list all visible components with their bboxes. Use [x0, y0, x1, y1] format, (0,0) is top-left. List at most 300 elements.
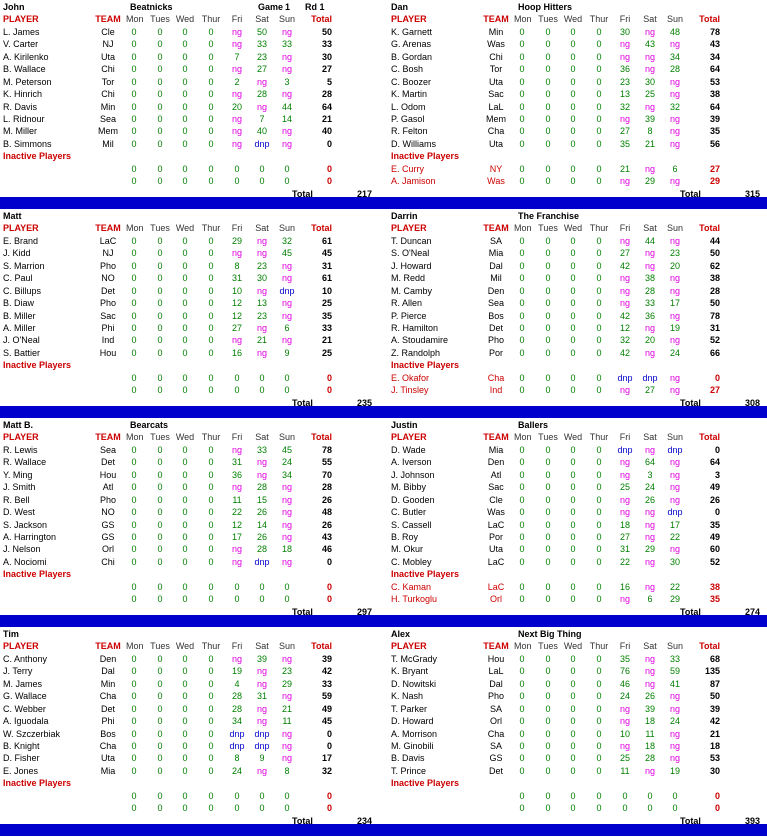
thu-cell: 0: [208, 531, 214, 542]
total-cell: 0: [326, 581, 332, 592]
panel-title-row: [388, 1, 767, 13]
sun-cell: ng: [281, 298, 292, 309]
thu-cell: 0: [208, 678, 214, 689]
sun-cell: ng: [281, 273, 292, 284]
wed-cell: 0: [570, 740, 576, 751]
team-cell: Was: [487, 507, 505, 518]
team-cell: Det: [100, 703, 115, 714]
team-cell: NO: [101, 273, 115, 284]
team-total-value: 235: [356, 397, 372, 408]
tue-cell: 0: [545, 581, 551, 592]
sun-cell: 18: [281, 544, 292, 555]
sun-cell: 17: [669, 519, 680, 530]
fri-cell: ng: [619, 457, 630, 468]
tue-cell: 0: [545, 716, 551, 727]
fantasy-team-name: The Franchise: [518, 211, 580, 221]
tue-cell: 0: [545, 298, 551, 309]
inactive-player-row: [0, 372, 383, 384]
wed-cell: 0: [182, 494, 188, 505]
total-cell: 46: [321, 544, 332, 555]
wed-cell: 0: [570, 113, 576, 124]
header-sat: Sat: [255, 14, 269, 25]
fri-cell: 12: [231, 310, 242, 321]
player-row: [388, 481, 767, 493]
team-cell: Orl: [490, 594, 502, 605]
header-tue: Tues: [150, 432, 170, 443]
fri-cell: 2: [234, 76, 240, 87]
header-sat: Sat: [643, 432, 657, 443]
sun-cell: ng: [669, 482, 680, 493]
thu-cell: 0: [208, 248, 214, 259]
total-cell: 50: [709, 248, 720, 259]
player-name-cell: J. Nelson: [3, 544, 41, 555]
thu-cell: 0: [596, 101, 602, 112]
mon-cell: 0: [519, 482, 525, 493]
sun-cell: ng: [281, 26, 292, 37]
thu-cell: 0: [208, 101, 214, 112]
player-row: [0, 88, 383, 100]
mon-cell: 0: [519, 765, 525, 776]
player-name-cell: A. Iverson: [391, 457, 432, 468]
thu-cell: 0: [596, 494, 602, 505]
player-name-cell: K. Nash: [391, 691, 424, 702]
sat-cell: 0: [647, 803, 653, 814]
wed-cell: 0: [182, 285, 188, 296]
fri-cell: ng: [231, 482, 242, 493]
sat-cell: 44: [644, 235, 655, 246]
player-row: [0, 101, 383, 113]
player-name-cell: S. O'Neal: [391, 248, 430, 259]
wed-cell: 0: [182, 531, 188, 542]
header-mon: Mon: [514, 223, 532, 234]
fri-cell: 7: [234, 51, 240, 62]
sat-cell: dnp: [254, 740, 270, 751]
thu-cell: 0: [208, 39, 214, 50]
player-name-cell: R. Allen: [391, 298, 423, 309]
header-team: TEAM: [483, 14, 509, 25]
header-wed: Wed: [563, 14, 583, 25]
mon-cell: 0: [519, 581, 525, 592]
thu-cell: 0: [208, 740, 214, 751]
tue-cell: 0: [545, 790, 551, 801]
tue-cell: 0: [545, 176, 551, 187]
inactive-players-label: Inactive Players: [3, 360, 72, 371]
team-total-row: [388, 815, 767, 827]
tue-cell: 0: [157, 728, 163, 739]
team-cell: Det: [488, 765, 503, 776]
team-cell: LaL: [488, 666, 504, 677]
team-cell: Cha: [487, 728, 505, 739]
player-row: [0, 531, 383, 543]
total-cell: 60: [709, 544, 720, 555]
tue-cell: 0: [545, 765, 551, 776]
thu-cell: 0: [596, 335, 602, 346]
fri-cell: ng: [619, 507, 630, 518]
thu-cell: 0: [208, 76, 214, 87]
sat-cell: dnp: [254, 556, 270, 567]
total-cell: 0: [326, 176, 332, 187]
player-row: [388, 543, 767, 555]
inactive-player-row: [0, 581, 383, 593]
team-cell: Cha: [99, 691, 117, 702]
mon-cell: 0: [131, 51, 137, 62]
header-player-name: PLAYER: [391, 432, 427, 443]
thu-cell: 0: [208, 310, 214, 321]
thu-cell: 0: [208, 163, 214, 174]
header-player-name: PLAYER: [3, 432, 39, 443]
sun-cell: 0: [672, 803, 678, 814]
total-cell: 26: [709, 494, 720, 505]
player-name-cell: T. McGrady: [391, 653, 438, 664]
wed-cell: 0: [182, 666, 188, 677]
player-row: [388, 653, 767, 665]
tue-cell: 0: [157, 51, 163, 62]
wed-cell: 0: [182, 273, 188, 284]
wed-cell: 0: [182, 482, 188, 493]
team-cell: Den: [99, 653, 117, 664]
sat-cell: 40: [256, 126, 267, 137]
sat-cell: ng: [644, 653, 655, 664]
wed-cell: 0: [570, 594, 576, 605]
header-total: Total: [699, 641, 720, 652]
player-row: [0, 138, 383, 150]
mon-cell: 0: [131, 298, 137, 309]
wed-cell: 0: [182, 691, 188, 702]
mon-cell: 0: [519, 310, 525, 321]
thu-cell: 0: [208, 653, 214, 664]
total-cell: 26: [321, 494, 332, 505]
total-cell: 33: [321, 39, 332, 50]
header-wed: Wed: [563, 223, 583, 234]
tue-cell: 0: [545, 803, 551, 814]
team-cell: Cle: [489, 494, 503, 505]
wed-cell: 0: [182, 113, 188, 124]
team-cell: Tor: [489, 64, 503, 75]
player-name-cell: B. Davis: [391, 753, 425, 764]
team-cell: Tor: [101, 76, 115, 87]
player-row: [0, 285, 383, 297]
thu-cell: 0: [596, 76, 602, 87]
thu-cell: 0: [596, 372, 602, 383]
header-mon: Mon: [514, 14, 532, 25]
thu-cell: 0: [208, 235, 214, 246]
team-total-row: [388, 188, 767, 200]
team-cell: Dal: [489, 260, 503, 271]
player-row: [388, 728, 767, 740]
team-cell: Orl: [490, 716, 502, 727]
fri-cell: 8: [234, 260, 240, 271]
total-cell: 21: [321, 335, 332, 346]
total-cell: 55: [321, 457, 332, 468]
total-cell: 33: [321, 678, 332, 689]
header-tue: Tues: [538, 432, 558, 443]
mon-cell: 0: [519, 753, 525, 764]
player-name-cell: D. Wade: [391, 444, 426, 455]
sun-cell: 6: [284, 322, 290, 333]
wed-cell: 0: [570, 457, 576, 468]
inactive-player-row: [388, 163, 767, 175]
sat-cell: 23: [256, 260, 267, 271]
mon-cell: 0: [131, 581, 137, 592]
tue-cell: 0: [157, 691, 163, 702]
thu-cell: 0: [208, 594, 214, 605]
sat-cell: 36: [644, 310, 655, 321]
mon-cell: 0: [131, 594, 137, 605]
inactive-players-label: Inactive Players: [391, 360, 460, 371]
mon-cell: 0: [519, 126, 525, 137]
header-thu: Thur: [589, 223, 609, 234]
player-row: [388, 88, 767, 100]
wed-cell: 0: [570, 494, 576, 505]
mon-cell: 0: [519, 691, 525, 702]
wed-cell: 0: [570, 138, 576, 149]
sat-cell: ng: [644, 322, 655, 333]
tue-cell: 0: [157, 803, 163, 814]
sun-cell: dnp: [667, 444, 683, 455]
wed-cell: 0: [182, 519, 188, 530]
tue-cell: 0: [545, 544, 551, 555]
tue-cell: 0: [157, 716, 163, 727]
sat-cell: 33: [256, 39, 267, 50]
player-name-cell: P. Gasol: [391, 113, 425, 124]
total-cell: 38: [709, 273, 720, 284]
wed-cell: 0: [182, 703, 188, 714]
wed-cell: 0: [182, 372, 188, 383]
tue-cell: 0: [157, 126, 163, 137]
player-name-cell: T. Duncan: [391, 235, 432, 246]
thu-cell: 0: [208, 507, 214, 518]
sat-cell: ng: [256, 347, 267, 358]
player-row: [0, 26, 383, 38]
thu-cell: 0: [596, 285, 602, 296]
player-name-cell: M. Ginobili: [391, 740, 434, 751]
player-row: [388, 678, 767, 690]
fri-cell: 8: [234, 753, 240, 764]
sat-cell: 27: [644, 385, 655, 396]
tue-cell: 0: [157, 248, 163, 259]
fri-cell: 27: [619, 531, 630, 542]
mon-cell: 0: [131, 728, 137, 739]
player-row: [0, 260, 383, 272]
header-tue: Tues: [538, 641, 558, 652]
sat-cell: 0: [259, 176, 265, 187]
tue-cell: 0: [157, 753, 163, 764]
tue-cell: 0: [157, 653, 163, 664]
player-name-cell: L. Odom: [391, 101, 426, 112]
player-name-cell: A. Jamison: [391, 176, 436, 187]
player-row: [388, 444, 767, 456]
player-row: [388, 38, 767, 50]
thu-cell: 0: [596, 89, 602, 100]
player-row: [388, 519, 767, 531]
sun-cell: 45: [281, 444, 292, 455]
panel-title-row: [0, 1, 383, 13]
mon-cell: 0: [519, 703, 525, 714]
player-name-cell: K. Bryant: [391, 666, 429, 677]
total-label: Total: [292, 397, 313, 408]
total-cell: 0: [714, 444, 720, 455]
thu-cell: 0: [596, 531, 602, 542]
sun-cell: ng: [669, 728, 680, 739]
fri-cell: ng: [231, 89, 242, 100]
mon-cell: 0: [131, 273, 137, 284]
wed-cell: 0: [182, 260, 188, 271]
total-label: Total: [680, 815, 701, 826]
player-name-cell: Y. Ming: [3, 469, 33, 480]
total-cell: 50: [321, 26, 332, 37]
total-cell: 38: [709, 89, 720, 100]
inactive-player-row: [0, 790, 383, 802]
sat-cell: 0: [259, 803, 265, 814]
sun-cell: 28: [669, 64, 680, 75]
sun-cell: 0: [284, 176, 290, 187]
team-panel: [388, 628, 767, 827]
sun-cell: ng: [281, 64, 292, 75]
sat-cell: 8: [647, 126, 653, 137]
total-cell: 28: [321, 89, 332, 100]
column-header-row: [0, 13, 383, 25]
player-name-cell: L. James: [3, 26, 40, 37]
mon-cell: 0: [519, 39, 525, 50]
team-cell: Mil: [490, 273, 502, 284]
team-cell: Cha: [487, 372, 505, 383]
team-cell: Was: [487, 39, 505, 50]
team-cell: Mia: [488, 444, 504, 455]
total-cell: 29: [709, 176, 720, 187]
sun-cell: 23: [669, 248, 680, 259]
player-name-cell: B. Knight: [3, 740, 40, 751]
sun-cell: ng: [669, 273, 680, 284]
team-cell: Bos: [488, 310, 504, 321]
team-total-row: [0, 815, 383, 827]
thu-cell: 0: [596, 703, 602, 714]
tue-cell: 0: [545, 64, 551, 75]
player-name-cell: A. Stoudamire: [391, 335, 449, 346]
team-cell: Atl: [490, 469, 502, 480]
tue-cell: 0: [157, 494, 163, 505]
header-fri: Fri: [619, 432, 631, 443]
player-name-cell: D. Howard: [391, 716, 434, 727]
player-row: [388, 665, 767, 677]
sun-cell: 0: [284, 372, 290, 383]
total-cell: 39: [709, 113, 720, 124]
wed-cell: 0: [570, 753, 576, 764]
mon-cell: 0: [131, 113, 137, 124]
team-cell: LaC: [487, 556, 505, 567]
fri-cell: ng: [619, 176, 630, 187]
player-row: [388, 26, 767, 38]
team-cell: Pho: [487, 691, 504, 702]
fri-cell: ng: [231, 444, 242, 455]
player-row: [388, 740, 767, 752]
sun-cell: 34: [281, 469, 292, 480]
mon-cell: 0: [131, 285, 137, 296]
mon-cell: 0: [519, 322, 525, 333]
tue-cell: 0: [157, 347, 163, 358]
header-player-name: PLAYER: [3, 641, 39, 652]
fri-cell: 31: [619, 544, 630, 555]
mon-cell: 0: [519, 740, 525, 751]
sun-cell: ng: [669, 310, 680, 321]
fri-cell: 11: [232, 494, 242, 505]
player-name-cell: J. Kidd: [3, 248, 31, 259]
thu-cell: 0: [596, 64, 602, 75]
player-name-cell: B. Simmons: [3, 138, 52, 149]
header-thu: Thur: [201, 641, 221, 652]
player-name-cell: T. Parker: [391, 703, 428, 714]
team-total-value: 274: [744, 606, 760, 617]
team-panel: [388, 210, 767, 409]
thu-cell: 0: [208, 494, 214, 505]
mon-cell: 0: [131, 248, 137, 259]
sat-cell: 39: [256, 653, 267, 664]
thu-cell: 0: [208, 691, 214, 702]
player-name-cell: A. Iguodala: [3, 716, 49, 727]
fri-cell: dnp: [229, 740, 245, 751]
fri-cell: 13: [619, 89, 630, 100]
player-row: [388, 690, 767, 702]
header-thu: Thur: [201, 432, 221, 443]
mon-cell: 0: [519, 790, 525, 801]
header-total: Total: [699, 432, 720, 443]
total-cell: 78: [321, 444, 332, 455]
tue-cell: 0: [157, 322, 163, 333]
team-cell: NJ: [102, 39, 114, 50]
fri-cell: ng: [231, 26, 242, 37]
player-row: [0, 235, 383, 247]
mon-cell: 0: [519, 531, 525, 542]
sun-cell: 48: [669, 26, 680, 37]
sun-cell: ng: [669, 126, 680, 137]
wed-cell: 0: [182, 765, 188, 776]
fri-cell: ng: [231, 138, 242, 149]
total-cell: 49: [709, 531, 720, 542]
tue-cell: 0: [157, 507, 163, 518]
team-cell: Chi: [101, 556, 115, 567]
mon-cell: 0: [519, 298, 525, 309]
tue-cell: 0: [545, 260, 551, 271]
player-name-cell: C. Kaman: [391, 581, 432, 592]
mon-cell: 0: [131, 444, 137, 455]
thu-cell: 0: [208, 322, 214, 333]
sat-cell: 0: [259, 372, 265, 383]
wed-cell: 0: [570, 347, 576, 358]
sun-cell: 19: [669, 765, 680, 776]
fri-cell: ng: [231, 39, 242, 50]
sun-cell: 22: [669, 581, 680, 592]
sun-cell: 6: [672, 163, 678, 174]
panel-title-row: [0, 210, 383, 222]
fri-cell: ng: [231, 556, 242, 567]
total-cell: 28: [709, 285, 720, 296]
total-cell: 0: [326, 138, 332, 149]
total-cell: 21: [709, 728, 720, 739]
tue-cell: 0: [157, 385, 163, 396]
header-wed: Wed: [563, 641, 583, 652]
sun-cell: ng: [669, 753, 680, 764]
thu-cell: 0: [208, 273, 214, 284]
sun-cell: dnp: [667, 507, 683, 518]
player-name-cell: D. Nowitski: [391, 678, 437, 689]
fantasy-team-name: Hoop Hitters: [518, 2, 572, 12]
tue-cell: 0: [157, 310, 163, 321]
fantasy-team-name: Beatnicks: [130, 2, 173, 12]
player-name-cell: A. Harrington: [3, 531, 57, 542]
sun-cell: ng: [669, 691, 680, 702]
tue-cell: 0: [157, 519, 163, 530]
mon-cell: 0: [131, 260, 137, 271]
total-cell: 0: [326, 803, 332, 814]
